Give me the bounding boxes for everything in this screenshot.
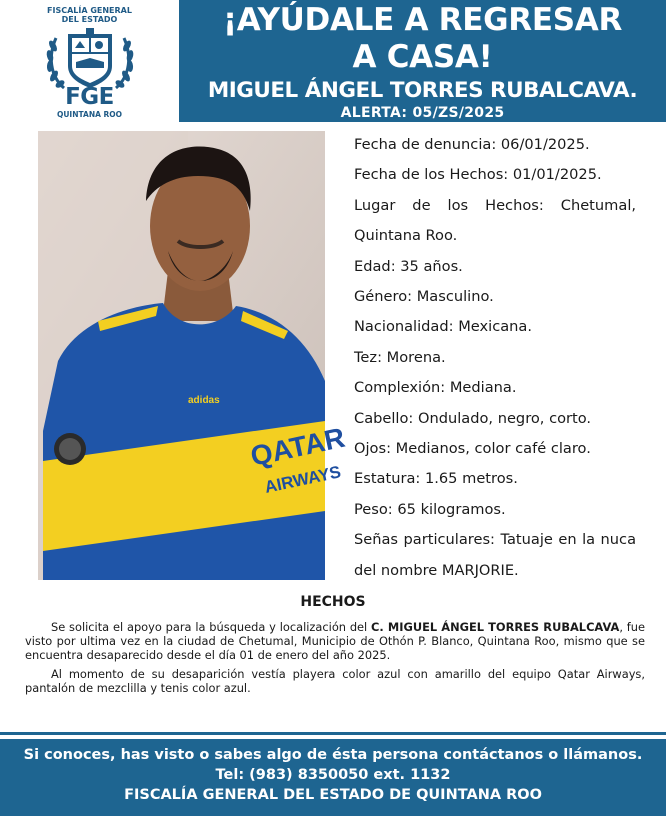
logo-top-line1: FISCALÍA GENERAL <box>47 6 132 15</box>
headline <box>179 2 666 76</box>
fact-ojos: Ojos: Medianos, color café claro. <box>354 440 591 458</box>
fact-fecha-hechos: Fecha de los Hechos: 01/01/2025. <box>354 166 602 184</box>
hechos-title: HECHOS <box>300 594 366 610</box>
contact-footer <box>0 739 666 816</box>
hechos-paragraph-2: Al momento de su desaparición vestía playera color azul con amarillo del equipo Qatar Airways, pantalón de mezclilla y tenis color azul. <box>25 666 645 695</box>
hechos-body <box>25 620 645 699</box>
jersey-brand: adidas <box>188 395 220 406</box>
fact-tez: Tez: Morena. <box>354 348 446 366</box>
hechos-person-name: C. MIGUEL ÁNGEL TORRES RUBALCAVA <box>371 620 620 634</box>
logo-top-line2: DEL ESTADO <box>61 15 118 24</box>
footer-call-to-action: Si conoces, has visto o sabes algo de ésta persona contáctanos o llámanos. <box>23 747 643 763</box>
fact-senas-particulares: Señas particulares: Tatuaje en la nuca del nombre MARJORIE. <box>354 531 637 579</box>
logo-bottom-text: QUINTANA ROO <box>56 110 123 119</box>
fact-peso: Peso: 65 kilogramos. <box>354 500 506 518</box>
fact-estatura: Estatura: 1.65 metros. <box>354 470 518 488</box>
logo-acronym: FGE <box>65 84 114 110</box>
fact-edad: Edad: 35 años. <box>354 257 463 275</box>
alert-code: ALERTA: 05/ZS/2025 <box>340 105 505 121</box>
jersey-text-qatar: QATAR <box>247 421 348 472</box>
facts-list <box>354 130 636 586</box>
fact-nacionalidad: Nacionalidad: Mexicana. <box>354 318 533 336</box>
logo-top-text <box>0 6 179 24</box>
fact-genero: Género: Masculino. <box>354 288 494 306</box>
footer-agency: FISCALÍA GENERAL DEL ESTADO DE QUINTANA ROO <box>124 787 542 803</box>
state-shield-laurel-icon <box>42 26 138 92</box>
headline-line2: A CASA! <box>352 39 493 75</box>
fge-logo <box>0 0 179 122</box>
jersey-text-airways: AIRWAYS <box>262 462 343 497</box>
footer-divider <box>0 732 666 735</box>
headline-line1: ¡AYÚDALE A REGRESAR <box>222 2 623 38</box>
missing-person-name: MIGUEL ÁNGEL TORRES RUBALCAVA. <box>207 78 638 103</box>
fact-complexion: Complexión: Mediana. <box>354 379 517 397</box>
missing-person-photo <box>38 131 348 580</box>
fact-lugar-hechos: Lugar de los Hechos: Chetumal, Quintana Roo. <box>354 196 637 245</box>
footer-phone: Tel: (983) 8350050 ext. 1132 <box>215 767 451 783</box>
fact-cabello: Cabello: Ondulado, negro, corto. <box>354 409 592 427</box>
header-banner <box>179 0 666 122</box>
fact-fecha-denuncia: Fecha de denuncia: 06/01/2025. <box>354 136 590 153</box>
hechos-paragraph-1: Se solicita el apoyo para la búsqueda y localización del C. MIGUEL ÁNGEL TORRES RUBALCAVA, fue visto por ultima vez en la ciudad de Chetumal, Municipio de Othón P. Blanco, Quintana Roo, mismo que se encuentra desaparecido desde el día 01 de enero del año 2025. <box>25 620 646 663</box>
